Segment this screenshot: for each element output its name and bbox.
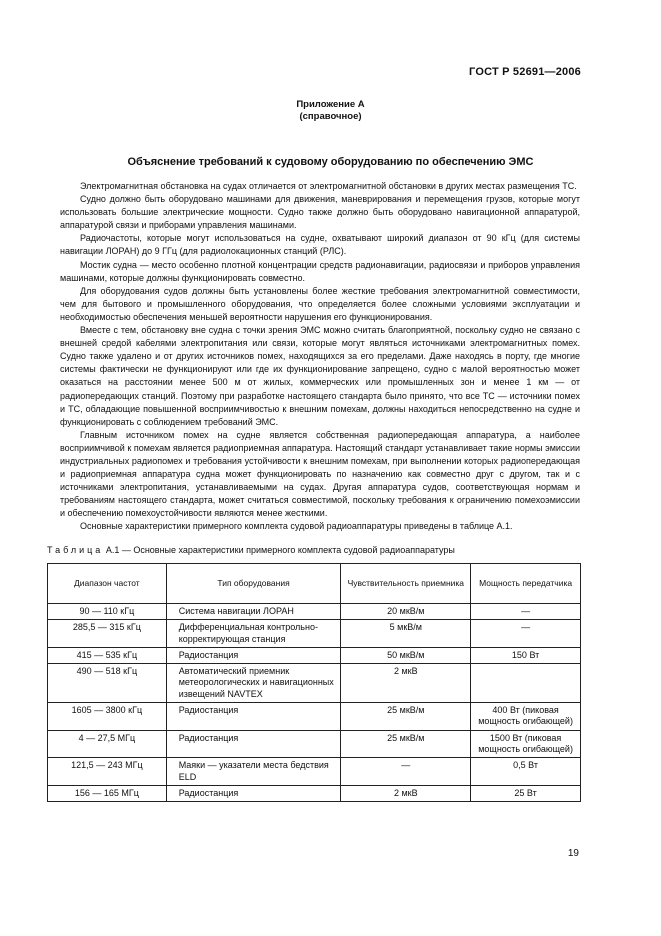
cell-power <box>471 664 581 703</box>
table-caption-word: Таблица <box>47 545 104 555</box>
paragraph: Вместе с тем, обстановку вне судна с точки зрения ЭМС можно считать благоприятной, поскольку судно не связано с внешней средой кабелями электропитания или связи, которые могут являться источниками электромагнитных помех. Судно также удалено и от других источников помех, находящихся за его пределами. Даже находясь в порту, где многие системы фактически не функционируют или где их функционирование запрещено, судно с малой вероятностью может оказаться на расстоянии менее 500 м от жилых, коммерческих или промышленных зон и менее 1 км — от радиопередающих станций. Поэтому при разработке настоящего стандарта было принято, что все ТС — источники помех и ТС, обладающие повышенной восприимчивостью к внешним помехам, должны находиться непосредственно на судне и функционировать с соблюдением требований ЭМС. <box>60 325 580 427</box>
cell-equipment: Радиостанция <box>166 785 341 801</box>
table-row <box>48 620 581 648</box>
cell-sensitivity: 25 мкВ/м <box>341 703 471 731</box>
paragraph: Мостик судна — место особенно плотной концентрации средств радионавигации, радиосвязи и приборов управления машинами, которые должны функционировать совместно. <box>60 259 580 283</box>
cell-power: 25 Вт <box>471 785 581 801</box>
cell-frequency: 156 — 165 МГц <box>48 785 167 801</box>
header-equipment-type: Тип оборудования <box>166 564 341 604</box>
table-row <box>48 785 581 801</box>
table-row <box>48 664 581 703</box>
paragraph: Судно должно быть оборудовано машинами для движения, маневрирования и перемещения грузов, которые могут использовать большие электрические мощности. Судно также должно быть оборудовано навигационной аппаратурой, аппаратурой связи и приборами управления машинами. <box>60 194 580 231</box>
standard-code: ГОСТ Р 52691—2006 <box>469 66 581 78</box>
paragraph: Электромагнитная обстановка на судах отличается от электромагнитной обстановки в других местах размещения ТС. <box>80 181 577 191</box>
paragraph: Для оборудования судов должны быть установлены более жесткие требования электромагнитной совместимости, чем для бытового и промышленного оборудования, что определяется более сложными условиями эксплуатации и необходимостью обеспечения меньшей вероятности нарушения его функционирования. <box>60 285 580 322</box>
cell-equipment: Радиостанция <box>166 703 341 731</box>
cell-frequency: 490 — 518 кГц <box>48 664 167 703</box>
table-caption-text: А.1 — Основные характеристики примерного комплекта судовой радиоаппаратуры <box>105 545 455 555</box>
cell-equipment: Радиостанция <box>166 647 341 663</box>
cell-sensitivity: 2 мкВ <box>341 664 471 703</box>
header-receiver-sensitivity: Чувствительность приемника <box>341 564 471 604</box>
header-transmitter-power: Мощность передатчика <box>471 564 581 604</box>
cell-equipment: Система навигации ЛОРАН <box>166 604 341 620</box>
section-title: Объяснение требований к судовому оборудованию по обеспечению ЭМС <box>127 156 534 168</box>
equipment-table <box>47 563 581 802</box>
cell-power: 1500 Вт (пиковая мощность огибающей) <box>471 730 581 758</box>
table-row <box>48 758 581 786</box>
cell-power: 0,5 Вт <box>471 758 581 786</box>
appendix-label: Приложение А <box>296 99 365 110</box>
table-row <box>48 604 581 620</box>
cell-frequency: 1605 — 3800 кГц <box>48 703 167 731</box>
cell-sensitivity: 25 мкВ/м <box>341 730 471 758</box>
cell-power: — <box>471 620 581 648</box>
cell-frequency: 121,5 — 243 МГц <box>48 758 167 786</box>
cell-sensitivity: 5 мкВ/м <box>341 620 471 648</box>
body-text <box>60 180 580 534</box>
cell-sensitivity: 50 мкВ/м <box>341 647 471 663</box>
cell-frequency: 285,5 — 315 кГц <box>48 620 167 648</box>
page-number: 19 <box>567 848 579 859</box>
cell-sensitivity: 2 мкВ <box>341 785 471 801</box>
table-caption <box>47 545 455 555</box>
cell-equipment: Автоматический приемник метеорологических и навигационных извещений NAVTEX <box>166 664 341 703</box>
cell-equipment: Маяки — указатели места бедствия ELD <box>166 758 341 786</box>
table-row <box>48 703 581 731</box>
paragraph: Радиочастоты, которые могут использоваться на судне, охватывают широкий диапазон от 90 кГц (для системы навигации ЛОРАН) до 9 ГГц (для радиолокационных станций (РЛС). <box>60 233 580 257</box>
cell-equipment: Радиостанция <box>166 730 341 758</box>
cell-equipment: Дифференциальная контрольно-корректирующая станция <box>166 620 341 648</box>
paragraph: Основные характеристики примерного комплекта судовой радиоаппаратуры приведены в таблице А.1. <box>80 521 513 532</box>
cell-frequency: 90 — 110 кГц <box>48 604 167 620</box>
cell-frequency: 415 — 535 кГц <box>48 647 167 663</box>
appendix-heading <box>0 99 661 123</box>
paragraph: Главным источником помех на судне является собственная радиопередающая аппаратура, а наиболее восприимчивой к помехам является радиоприемная аппаратура. Настоящий стандарт устанавливает такие нормы эмиссии индустриальных радиопомех и требования устойчивости к внешним помехам, при выполнении которых радиопередающая и радиоприемная аппаратура судна может функционировать по назначению как совместно друг с другом, так и с источниками электропитания, устанавливаемыми на судах. Другая аппаратура судов, соответствующая нормам и требованиям настоящего стандарта, может считаться совместимой, поскольку требования к ограничению помехоэмиссии и обеспечению помехоустойчивости являются менее жесткими. <box>60 429 580 519</box>
table-row <box>48 647 581 663</box>
appendix-type: (справочное) <box>299 111 362 122</box>
table-header-row <box>48 564 581 604</box>
table-row <box>48 730 581 758</box>
cell-frequency: 4 — 27,5 МГц <box>48 730 167 758</box>
cell-sensitivity: 20 мкВ/м <box>341 604 471 620</box>
header-frequency-range: Диапазон частот <box>48 564 167 604</box>
cell-power: 150 Вт <box>471 647 581 663</box>
cell-power: 400 Вт (пиковая мощность огибающей) <box>471 703 581 731</box>
cell-power: — <box>471 604 581 620</box>
cell-sensitivity: — <box>341 758 471 786</box>
